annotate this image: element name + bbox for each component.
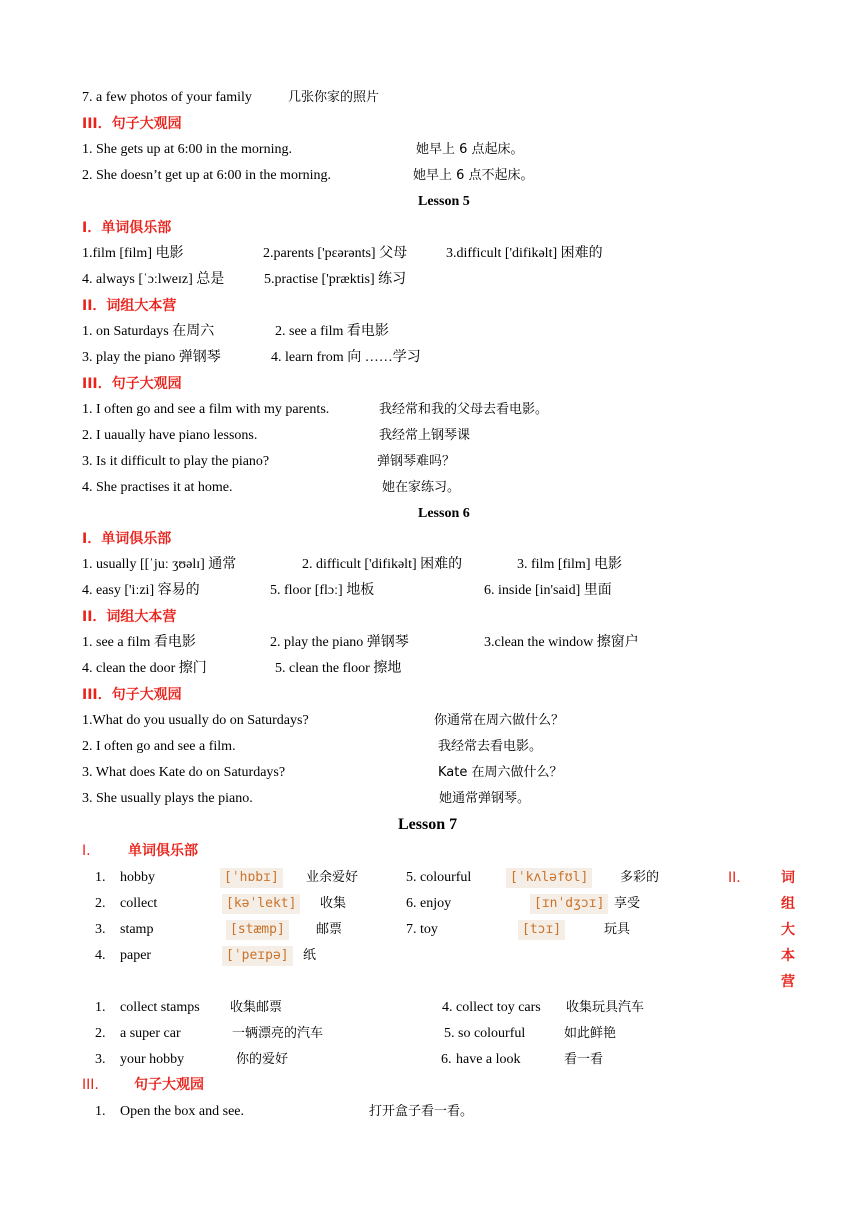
word-en: toy [420,922,438,937]
section-heading-number: II. [728,870,741,886]
section-heading: I．单词俱乐部 [82,220,172,236]
sentence: 3. What does Kate do on Saturdays? [82,765,286,780]
sentence-translation: 我经常上钢琴课 [379,428,471,443]
word-number: 5. [406,870,417,885]
word-en: paper [120,948,152,963]
word-en: collect [120,896,158,911]
phrase-translation: 一辆漂亮的汽车 [232,1026,324,1041]
sentence: 3. Is it difficult to play the piano? [82,454,270,469]
word-number: 4. [95,948,106,963]
word-number: 2. [95,896,106,911]
word-phonetic: [ɪnˈdʒɔɪ] [530,894,608,914]
sentence-translation: 她通常弹钢琴。 [439,791,531,806]
phrase-translation: 你的爱好 [236,1052,289,1067]
sentence-translation: 我经常去看电影。 [438,739,543,754]
section-heading: I．单词俱乐部 [82,531,172,547]
word-item: 5. floor [flɔː] 地板 [270,583,375,598]
sentence: 2. She doesn’t get up at 6:00 in the morning. [82,168,331,183]
sentence-translation: 她早上 6 点不起床。 [413,168,534,183]
phrase-item: 5. clean the floor 擦地 [275,661,402,676]
sentence-translation: 弹钢琴难吗？ [377,454,456,469]
section-heading-char: 大 [781,922,795,938]
phrase-en: your hobby [120,1052,185,1067]
section-heading: III．句子大观园 [82,376,182,392]
phrase-translation: 收集邮票 [230,1000,283,1015]
sentence: 1. She gets up at 6:00 in the morning. [82,142,292,157]
word-number: 6. [406,896,417,911]
word-phonetic: [stæmp] [226,920,289,940]
word-en: stamp [120,922,154,937]
word-phonetic: [kəˈlekt] [222,894,300,914]
word-phonetic: [tɔɪ] [518,920,565,940]
sentence: 3. She usually plays the piano. [82,791,253,806]
word-number: 7. [406,922,417,937]
word-item: 4. easy ['iːzi] 容易的 [82,583,200,598]
word-phonetic: [ˈhɒbɪ] [220,868,283,888]
phrase-translation: 看一看 [564,1052,604,1067]
lesson-title: Lesson 5 [418,194,470,209]
sentence: 1.What do you usually do on Saturdays? [82,713,309,728]
section-heading-char: 本 [781,948,795,964]
section-heading: III．句子大观园 [82,687,182,703]
section-heading-char: 词 [781,870,795,886]
word-number: 3. [95,922,106,937]
sentence-translation: 打开盒子看一看。 [369,1104,474,1119]
word-translation: 纸 [303,948,317,963]
sentence: Open the box and see. [120,1104,245,1119]
phrase-item: 1. on Saturdays 在周六 [82,324,215,339]
section-heading-char: 组 [781,896,795,912]
sentence-number: 1. [95,1104,106,1119]
word-translation: 邮票 [316,922,343,937]
phrase-translation: 如此鲜艳 [564,1026,617,1041]
phrase-number: 4. [442,1000,453,1015]
word-en: colourful [420,870,472,885]
phrase-item: 4. learn from 向 ……学习 [271,350,421,365]
phrase-number: 2. [95,1026,106,1041]
word-item: 3. film [film] 电影 [517,557,622,572]
section-heading-number: III. [82,1077,99,1093]
word-en: hobby [120,870,155,885]
word-item: 5.practise ['præktis] 练习 [264,272,407,287]
phrase-en: so colourful [458,1026,526,1041]
sentence-translation: 她早上 6 点起床。 [416,142,524,157]
section-heading: II．词组大本营 [82,298,177,314]
word-translation: 收集 [320,896,347,911]
phrase-item: 2. play the piano 弹钢琴 [270,635,409,650]
word-item: 1. usually [[ˈjuː ʒʊəlɪ] 通常 [82,557,237,572]
word-item: 1.film [film] 电影 [82,246,184,261]
section-heading: III．句子大观园 [82,116,182,132]
lesson-title: Lesson 6 [418,506,470,521]
word-translation: 多彩的 [620,870,660,885]
phrase-item: 3. play the piano 弹钢琴 [82,350,221,365]
phrase-number: 1. [95,1000,106,1015]
section-heading: II．词组大本营 [82,609,177,625]
sentence: 2. I often go and see a film. [82,739,236,754]
word-item: 2.parents ['pɛərənts] 父母 [263,246,408,261]
word-phonetic: [ˈkʌləfʊl] [506,868,592,888]
section-heading: 单词俱乐部 [128,843,198,859]
word-translation: 业余爱好 [306,870,359,885]
lesson-title: Lesson 7 [398,816,458,833]
phrase-item: 2. see a film 看电影 [275,324,389,339]
vocab-item-translation: 几张你家的照片 [288,90,380,105]
word-translation: 玩具 [604,922,631,937]
sentence: 1. I often go and see a film with my parents. [82,402,330,417]
phrase-number: 5. [444,1026,455,1041]
phrase-number: 3. [95,1052,106,1067]
sentence: 2. I uaually have piano lessons. [82,428,258,443]
phrase-en: collect toy cars [456,1000,541,1015]
phrase-en: collect stamps [120,1000,200,1015]
word-translation: 享受 [614,896,641,911]
phrase-item: 1. see a film 看电影 [82,635,196,650]
section-heading: 句子大观园 [134,1077,204,1093]
word-item: 4. always [ˈɔːlweɪz] 总是 [82,272,225,287]
phrase-en: have a look [456,1052,521,1067]
section-heading-char: 营 [781,974,795,990]
sentence-translation: 她在家练习。 [382,480,461,495]
sentence: 4. She practises it at home. [82,480,233,495]
section-heading-number: I. [82,843,91,859]
word-en: enjoy [420,896,452,911]
word-phonetic: [ˈpeɪpə] [222,946,293,966]
phrase-item: 3.clean the window 擦窗户 [484,635,639,650]
phrase-item: 4. clean the door 擦门 [82,661,207,676]
sentence-translation: 你通常在周六做什么？ [434,713,565,728]
vocab-item: 7. a few photos of your family [82,90,252,105]
word-number: 1. [95,870,106,885]
phrase-en: a super car [120,1026,181,1041]
sentence-translation: 我经常和我的父母去看电影。 [379,402,549,417]
word-item: 2. difficult ['difikəlt] 困难的 [302,557,463,572]
word-item: 3.difficult ['difikəlt] 困难的 [446,246,603,261]
phrase-number: 6. [441,1052,452,1067]
phrase-translation: 收集玩具汽车 [566,1000,645,1015]
sentence-translation: Kate 在周六做什么？ [438,765,563,780]
word-item: 6. inside [in'said] 里面 [484,583,612,598]
